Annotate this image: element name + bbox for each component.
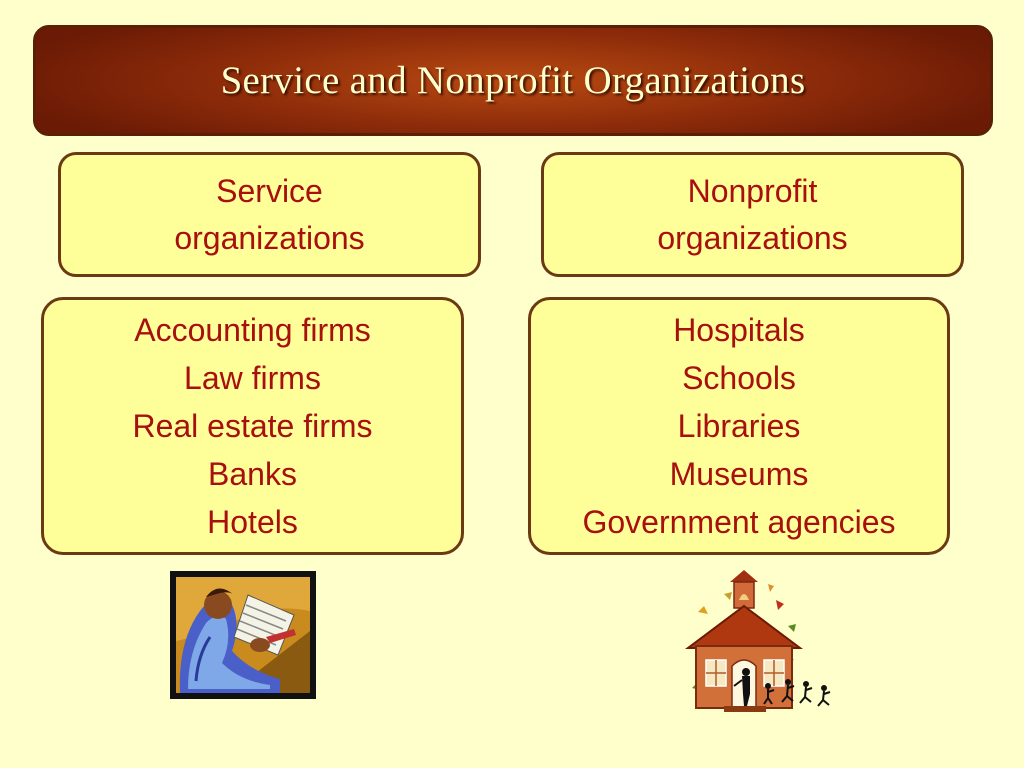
nonprofit-header-line2: organizations (657, 219, 848, 256)
nonprofit-header-line1: Nonprofit (687, 172, 818, 209)
nonprofit-examples-box (528, 297, 950, 555)
list-item: Libraries (677, 408, 801, 444)
service-examples-box (41, 297, 464, 555)
list-item: Law firms (184, 360, 321, 396)
schoolhouse-icon (684, 570, 836, 714)
person-writing-icon (170, 571, 316, 699)
service-examples-list (132, 306, 372, 546)
list-item: Real estate firms (132, 408, 373, 444)
list-item: Hotels (207, 504, 298, 540)
nonprofit-organizations-header (541, 152, 964, 277)
list-item: Schools (682, 360, 796, 396)
service-header-line2: organizations (174, 219, 365, 256)
list-item: Hospitals (673, 312, 805, 348)
service-header-line1: Service (216, 172, 323, 209)
list-item: Government agencies (582, 504, 896, 540)
nonprofit-examples-list (582, 306, 895, 546)
slide-title: Service and Nonprofit Organizations (220, 59, 806, 102)
list-item: Museums (669, 456, 809, 492)
service-organizations-header (58, 152, 481, 277)
list-item: Banks (208, 456, 297, 492)
list-item: Accounting firms (134, 312, 371, 348)
title-bar (33, 25, 993, 136)
